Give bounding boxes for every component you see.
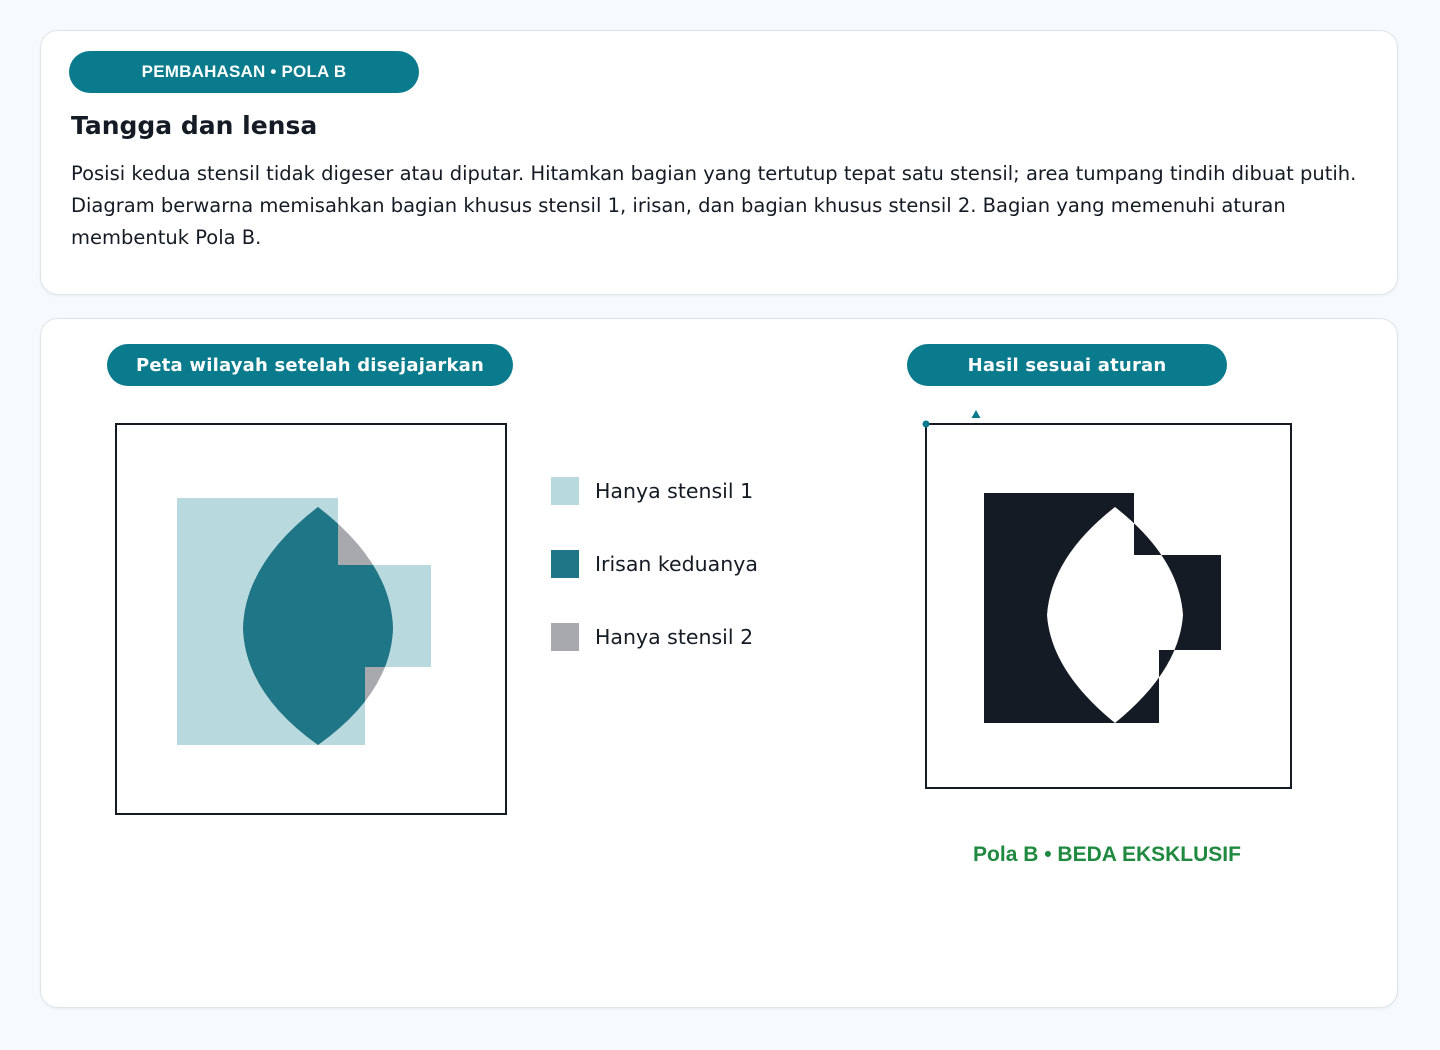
origin-dot-icon	[923, 421, 930, 428]
diagram-card	[40, 318, 1398, 1008]
legend-label: Hanya stensil 2	[595, 625, 754, 649]
legend-item-only-stencil-1	[551, 476, 753, 506]
aligned-region-map	[115, 423, 507, 815]
legend-label: Hanya stensil 1	[595, 479, 754, 503]
result-caption: Pola B • BEDA EKSKLUSIF	[973, 843, 1241, 866]
legend-swatch	[551, 550, 579, 578]
legend-swatch	[551, 623, 579, 651]
legend-swatch	[551, 477, 579, 505]
orientation-triangle-icon	[972, 410, 981, 418]
explanation-card	[40, 30, 1398, 295]
map-panel-label: Peta wilayah setelah disejajarkan	[107, 344, 513, 386]
section-badge: PEMBAHASAN • POLA B	[69, 51, 419, 93]
result-pattern	[921, 407, 1301, 791]
legend-item-only-stencil-2	[551, 622, 753, 652]
page-title: Tangga dan lensa	[71, 111, 318, 140]
result-panel-label: Hasil sesuai aturan	[907, 344, 1227, 386]
legend-label: Irisan keduanya	[595, 552, 758, 576]
description-text: Posisi kedua stensil tidak digeser atau diputar. Hitamkan bagian yang tertutup tepat satu stensil; area tumpang tindih dibuat putih. Diagram berwarna memisahkan bagian khusus stensil 1, irisan, dan bagian khusus stensil 2. Bagian yang memenuhi aturan membentuk Pola B.	[71, 162, 1357, 249]
legend-item-intersection	[551, 549, 758, 579]
